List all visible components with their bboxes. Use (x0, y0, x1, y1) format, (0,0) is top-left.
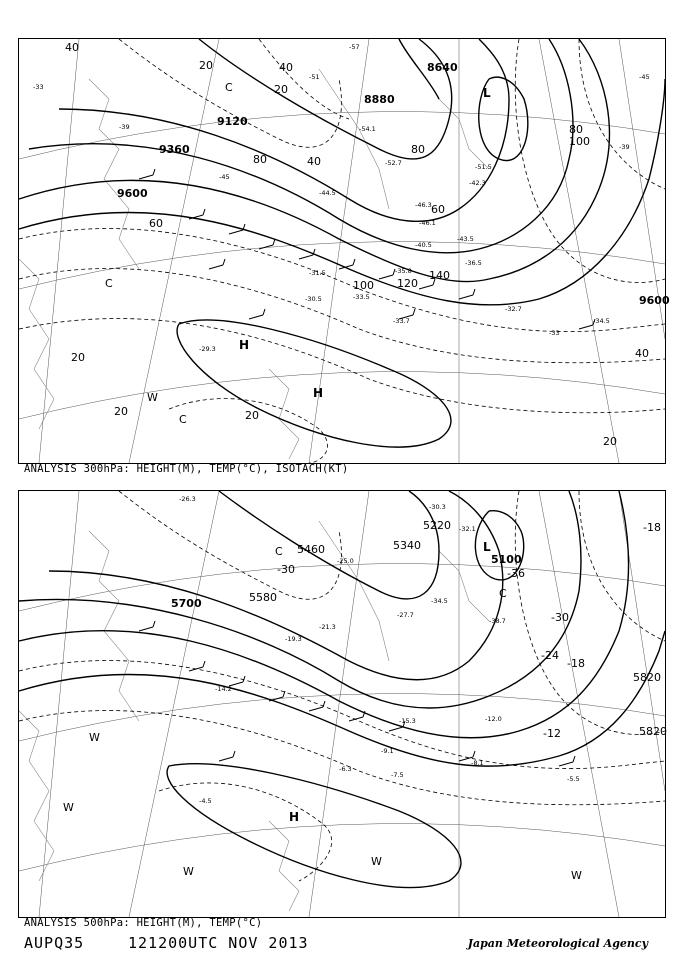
height-label-5100: 5100 (491, 553, 522, 566)
station-value: -4.5 (199, 797, 212, 805)
isotach-label: 40 (307, 155, 321, 168)
temp-label: -33 (33, 83, 44, 91)
temp-label: -30 (551, 611, 569, 624)
station-value: -5.5 (567, 775, 580, 783)
station-value: -54.1 (359, 125, 376, 133)
warm-center-mark: W (63, 801, 74, 814)
isotach-label: 60 (431, 203, 445, 216)
station-value: -35.8 (395, 267, 412, 275)
product-code: AUPQ35 (24, 934, 85, 952)
coastlines (19, 521, 489, 911)
height-label-9120: 9120 (217, 115, 248, 128)
warm-center-mark: W (147, 391, 158, 404)
height-label-5220: 5220 (423, 519, 451, 532)
isotach-label: 80 (569, 123, 583, 136)
cold-center-mark: C (105, 277, 113, 290)
isotherm-contours (19, 39, 665, 463)
map-300hpa-chart (19, 39, 670, 463)
station-value: -30.3 (429, 503, 446, 511)
temp-label: -18 (567, 657, 585, 670)
station-value: -34.5 (431, 597, 448, 605)
height-label-5820: 5820 (633, 671, 661, 684)
height-label-8640: 8640 (427, 61, 458, 74)
high-center-mark: H (313, 386, 324, 400)
isotach-label: 80 (253, 153, 267, 166)
cold-center-mark: C (179, 413, 187, 426)
height-label-5340: 5340 (393, 539, 421, 552)
graticule (19, 491, 665, 917)
wind-barbs (139, 621, 575, 766)
warm-center-mark: W (371, 855, 382, 868)
station-value: -46.1 (419, 219, 436, 227)
valid-time: 121200UTC NOV 2013 (128, 934, 309, 952)
station-value: -51.5 (475, 163, 492, 171)
isotach-label: 40 (279, 61, 293, 74)
temp-label: -45 (639, 73, 650, 81)
station-value: -29.3 (199, 345, 216, 353)
graticule (19, 39, 665, 463)
low-center-mark: L (483, 86, 491, 100)
station-value: -34.5 (593, 317, 610, 325)
coastlines (19, 69, 489, 459)
isotach-label: 20 (274, 83, 288, 96)
station-value: -42.3 (469, 179, 486, 187)
temp-label: -36 (507, 567, 525, 580)
station-value: -8.1 (471, 759, 484, 767)
caption-500hpa: ANALYSIS 500hPa: HEIGHT(M), TEMP(°C) (24, 917, 263, 929)
station-value: -12.0 (485, 715, 502, 723)
station-value: -27.7 (397, 611, 414, 619)
isotach-label: 140 (429, 269, 450, 282)
isotach-label: 80 (411, 143, 425, 156)
isotach-label: 60 (149, 217, 163, 230)
station-value: -6.3 (339, 765, 352, 773)
isotach-label: 100 (353, 279, 374, 292)
map-panel-500hpa (18, 490, 666, 918)
height-label-5580: 5580 (249, 591, 277, 604)
station-value: -38.7 (489, 617, 506, 625)
height-contours (19, 491, 665, 766)
height-contours (19, 39, 665, 305)
isotach-label: 100 (569, 135, 590, 148)
temp-label: -39 (119, 123, 130, 131)
station-value: -44.5 (319, 189, 336, 197)
station-value: -52.7 (385, 159, 402, 167)
height-label-5820-east: 5820 (639, 725, 667, 738)
agency-credit: Japan Meteorological Agency (467, 937, 648, 950)
isotach-label: 20 (245, 409, 259, 422)
station-value: -36.5 (465, 259, 482, 267)
station-value: -33.7 (393, 317, 410, 325)
station-value: -15.3 (399, 717, 416, 725)
station-value: -43.5 (457, 235, 474, 243)
cold-center-mark: C (275, 545, 283, 558)
caption-300hpa: ANALYSIS 300hPa: HEIGHT(M), TEMP(°C), ISOTACH(KT) (24, 463, 349, 475)
height-label-9600: 9600 (117, 187, 148, 200)
height-label-8880: 8880 (364, 93, 395, 106)
temp-label: -33 (549, 329, 560, 337)
station-value: -21.3 (319, 623, 336, 631)
height-label-5460: 5460 (297, 543, 325, 556)
station-value: -7.5 (391, 771, 404, 779)
station-value: -33.5 (353, 293, 370, 301)
temp-label: -12 (543, 727, 561, 740)
temp-label: -51 (309, 73, 320, 81)
warm-center-mark: W (571, 869, 582, 882)
temp-label: -24 (541, 649, 559, 662)
isotach-label: 20 (199, 59, 213, 72)
warm-center-mark: W (183, 865, 194, 878)
temp-label: -39 (619, 143, 630, 151)
cold-center-mark: C (499, 587, 507, 600)
height-label-9600-east: 9600 (639, 294, 670, 307)
station-value: -30.5 (305, 295, 322, 303)
station-value: -19.3 (285, 635, 302, 643)
station-value: -9.1 (381, 747, 394, 755)
temp-label: -18 (643, 521, 661, 534)
isotach-label: 20 (603, 435, 617, 448)
station-value: -46.3 (415, 201, 432, 209)
isotherm-contours (19, 491, 665, 881)
isotach-label: 40 (65, 41, 79, 54)
wind-barbs (139, 169, 595, 329)
ridge-contour (167, 764, 461, 888)
cold-center-mark: C (225, 81, 233, 94)
station-value: -32.1 (459, 525, 476, 533)
station-value: -31.5 (309, 269, 326, 277)
station-value: -14.2 (215, 685, 232, 693)
temp-label: -45 (219, 173, 230, 181)
station-value: -32.7 (505, 305, 522, 313)
temp-label: -30 (277, 563, 295, 576)
map-panel-300hpa (18, 38, 670, 464)
height-label-5700: 5700 (171, 597, 202, 610)
isotach-label: 40 (635, 347, 649, 360)
low-center-mark: L (483, 540, 491, 554)
station-value: -40.5 (415, 241, 432, 249)
station-value: -25.0 (337, 557, 354, 565)
isotach-label: 20 (114, 405, 128, 418)
high-center-mark: H (289, 810, 300, 824)
temp-label: -57 (349, 43, 360, 51)
warm-center-mark: W (89, 731, 100, 744)
isotach-label: 20 (71, 351, 85, 364)
high-center-mark: H (239, 338, 250, 352)
isotach-label: 120 (397, 277, 418, 290)
station-value: -26.3 (179, 495, 196, 503)
height-label-9360: 9360 (159, 143, 190, 156)
map-500hpa-chart (19, 491, 665, 917)
